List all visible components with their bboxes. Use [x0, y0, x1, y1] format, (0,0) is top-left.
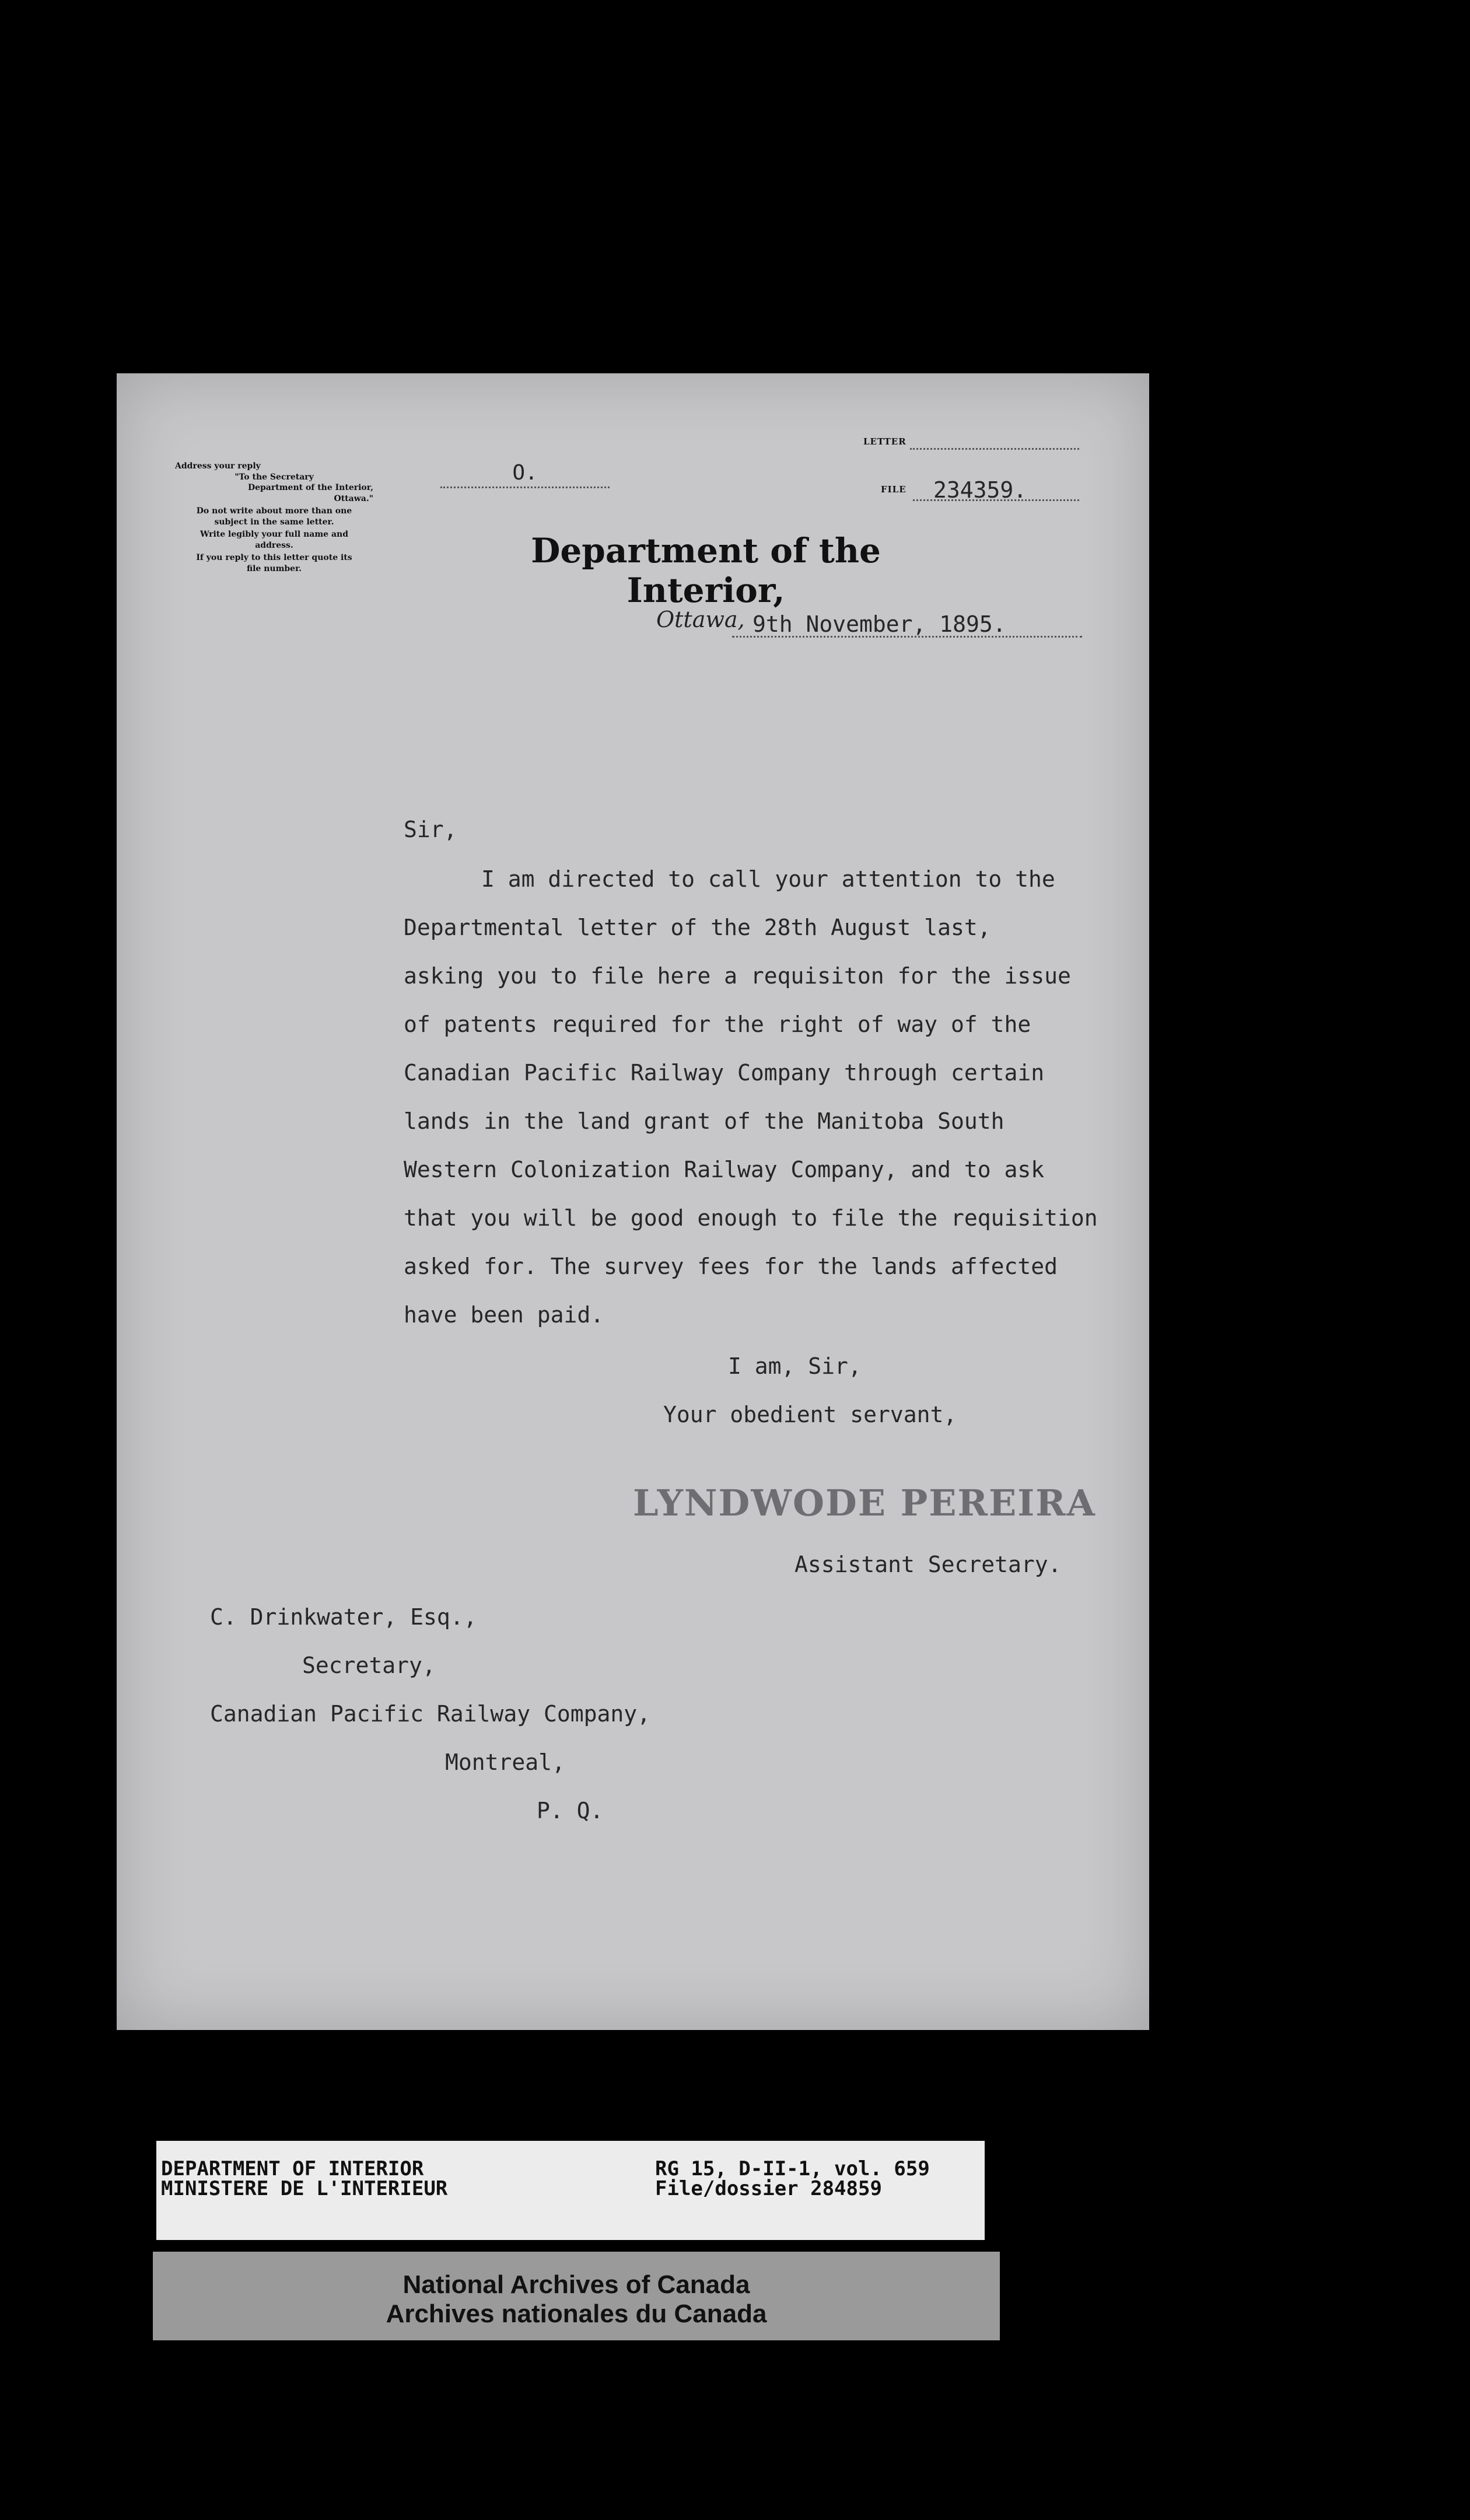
recipient-company: Canadian Pacific Railway Company,	[210, 1701, 650, 1727]
reply-instructions	[175, 461, 373, 575]
file-field	[881, 477, 1079, 506]
instruction-line: Ottawa."	[334, 494, 373, 503]
place-date	[656, 607, 1082, 642]
archive-reference-label	[156, 2141, 985, 2240]
body-line: that you will be good enough to file the requisition	[404, 1205, 1098, 1231]
instruction-line: address.	[255, 540, 293, 550]
body-line: lands in the land grant of the Manitoba South	[404, 1108, 1005, 1134]
archive-name-en: National Archives of Canada	[402, 2270, 750, 2299]
salutation: Sir,	[404, 817, 457, 842]
body-line: I am directed to call your attention to the	[481, 866, 1055, 892]
closing-line: Your obedient servant,	[663, 1402, 957, 1427]
instruction-line: Do not write about more than one	[196, 506, 352, 516]
body-line: asking you to file here a requisiton for the issue	[404, 963, 1071, 989]
body-line: asked for. The survey fees for the lands affected	[404, 1254, 1058, 1279]
instruction-line: Write legibly your full name and	[200, 530, 348, 539]
letter-dots	[910, 448, 1079, 450]
closing-line: I am, Sir,	[728, 1353, 862, 1379]
archive-footer	[153, 2252, 1000, 2340]
recipient-position: Secretary,	[302, 1653, 436, 1678]
file-label: FILE	[881, 484, 907, 495]
department-fr: MINISTERE DE L'INTERIEUR	[161, 2177, 448, 2200]
signer-title: Assistant Secretary.	[794, 1552, 1062, 1577]
instruction-line: file number.	[246, 564, 302, 573]
place-text: Ottawa,	[656, 607, 745, 632]
body-line: have been paid.	[404, 1302, 604, 1328]
letter-field	[863, 436, 1079, 457]
o-reference-field	[440, 461, 610, 488]
signature-stamp: LYNDWODE PEREIRA	[633, 1482, 1096, 1524]
department-en: DEPARTMENT OF INTERIOR	[161, 2157, 424, 2180]
body-line: of patents required for the right of way of the	[404, 1012, 1031, 1037]
letter-label: LETTER	[863, 436, 907, 447]
instruction-line: "To the Secretary	[235, 472, 314, 482]
body-line: Canadian Pacific Railway Company through certain	[404, 1060, 1045, 1086]
instruction-line: If you reply to this letter quote its	[196, 553, 352, 562]
file-number: 234359.	[933, 477, 1027, 503]
instruction-line: subject in the same letter.	[214, 517, 334, 527]
recipient-city: Montreal,	[445, 1749, 565, 1775]
letter-page	[117, 373, 1149, 2030]
department-heading: Department of the Interior,	[531, 531, 881, 610]
body-line: Departmental letter of the 28th August last,	[404, 915, 991, 940]
archive-name-fr: Archives nationales du Canada	[386, 2300, 767, 2328]
o-reference-value: O.	[512, 461, 538, 485]
recipient-name: C. Drinkwater, Esq.,	[210, 1604, 477, 1630]
recipient-province: P. Q.	[537, 1798, 604, 1824]
body-line: Western Colonization Railway Company, and to ask	[404, 1157, 1045, 1182]
instruction-line: Department of the Interior,	[247, 483, 373, 492]
letter-date: 9th November, 1895.	[752, 611, 1006, 637]
instruction-line: Address your reply	[175, 461, 261, 471]
record-group-ref: RG 15, D-II-1, vol. 659	[655, 2157, 930, 2180]
file-dossier-ref: File/dossier 284859	[655, 2177, 882, 2200]
